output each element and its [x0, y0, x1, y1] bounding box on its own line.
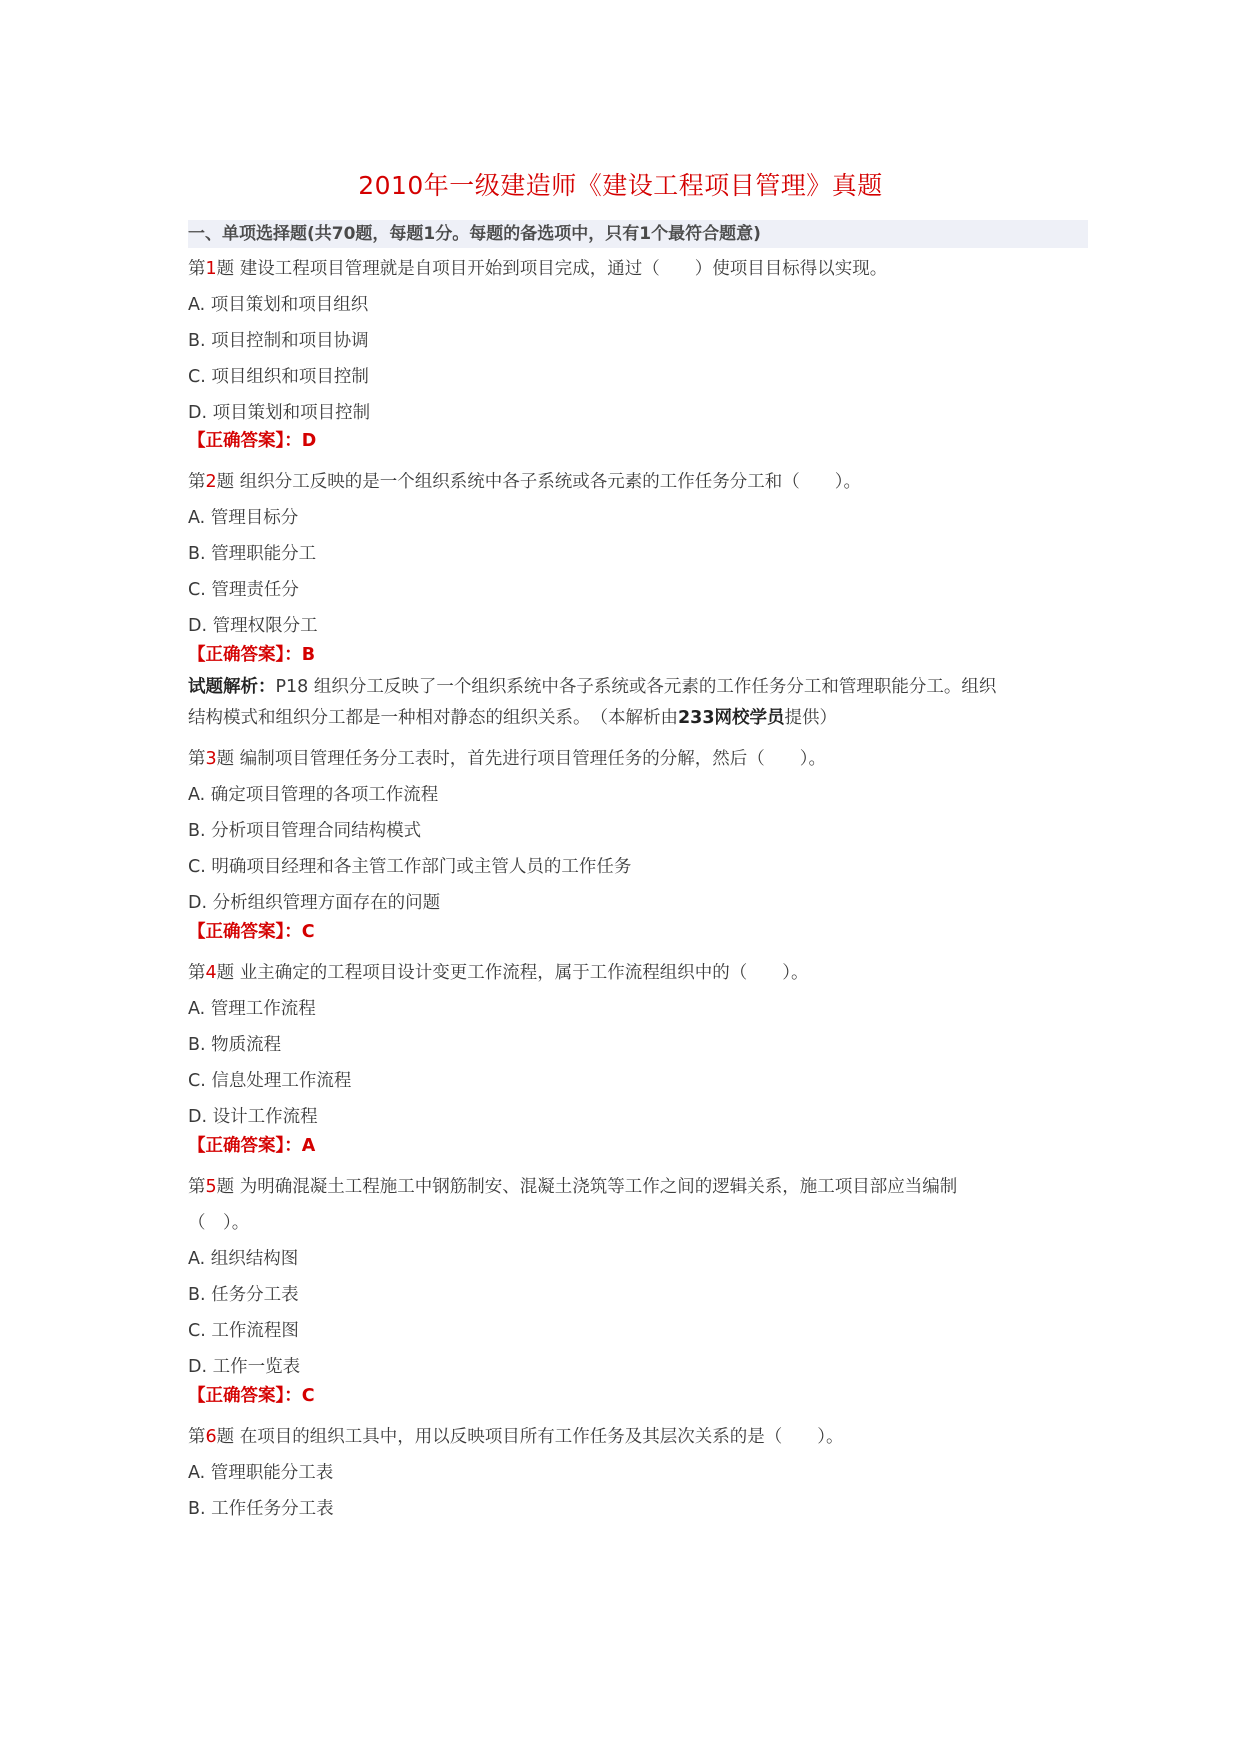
answer-label: 【正确答案】：: [188, 1136, 302, 1156]
question-5: [188, 1175, 957, 1199]
page-title: 2010年一级建造师《建设工程项目管理》真题: [358, 171, 883, 200]
answer-label: 【正确答案】：: [188, 645, 302, 665]
question-number: 4: [205, 963, 217, 983]
option-b: B. 管理职能分工: [188, 544, 317, 564]
question-number: 1: [205, 259, 217, 279]
question-2: [188, 470, 861, 494]
question-prefix: 第: [188, 1427, 206, 1447]
answer-value: A: [301, 1136, 316, 1156]
option-d: D. 工作一览表: [188, 1357, 301, 1377]
option-d: D. 分析组织管理方面存在的问题: [188, 893, 441, 913]
correct-answer: [188, 1384, 315, 1408]
question-4: [188, 961, 808, 985]
option-b: B. 工作任务分工表: [188, 1499, 334, 1519]
question-prefix: 第: [188, 749, 206, 769]
option-b: B. 物质流程: [188, 1035, 282, 1055]
answer-value: C: [301, 922, 315, 942]
answer-value: C: [301, 1386, 315, 1406]
question-suffix: 题: [216, 1427, 235, 1447]
analysis-source: 233网校学员: [678, 708, 785, 728]
question-number: 5: [205, 1177, 217, 1197]
answer-value: B: [301, 645, 316, 665]
option-a: A. 管理工作流程: [188, 999, 316, 1019]
option-c: C. 信息处理工作流程: [188, 1071, 352, 1091]
question-prefix: 第: [188, 963, 206, 983]
question-text: 组织分工反映的是一个组织系统中各子系统或各元素的工作任务分工和（ ）。: [239, 472, 861, 492]
question-text: 为明确混凝土工程施工中钢筋制安、混凝土浇筑等工作之间的逻辑关系，施工项目部应当编制: [239, 1177, 958, 1197]
correct-answer: [188, 643, 315, 667]
question-prefix: 第: [188, 259, 206, 279]
question-text: 编制项目管理任务分工表时，首先进行项目管理任务的分解，然后（ ）。: [239, 749, 826, 769]
question-prefix: 第: [188, 1177, 206, 1197]
question-3: [188, 747, 826, 771]
analysis-label: 试题解析：: [188, 677, 276, 697]
question-number: 3: [205, 749, 217, 769]
option-b: B. 项目控制和项目协调: [188, 331, 369, 351]
question-prefix: 第: [188, 472, 206, 492]
question-suffix: 题: [216, 963, 235, 983]
analysis-line-2: [188, 706, 837, 730]
section-heading: 一、单项选择题(共70题，每题1分。每题的备选项中，只有1个最符合题意): [188, 220, 1088, 248]
question-number: 6: [205, 1427, 217, 1447]
option-c: C. 项目组织和项目控制: [188, 367, 369, 387]
analysis-text: P18 组织分工反映了一个组织系统中各子系统或各元素的工作任务分工和管理职能分工。组织: [275, 677, 997, 697]
option-a: A. 项目策划和项目组织: [188, 295, 369, 315]
answer-value: D: [301, 431, 317, 451]
question-number: 2: [205, 472, 217, 492]
answer-label: 【正确答案】：: [188, 1386, 302, 1406]
question-suffix: 题: [216, 259, 235, 279]
option-b: B. 分析项目管理合同结构模式: [188, 821, 422, 841]
option-c: C. 明确项目经理和各主管工作部门或主管人员的工作任务: [188, 857, 632, 877]
question-suffix: 题: [216, 472, 235, 492]
option-a: A. 组织结构图: [188, 1249, 299, 1269]
option-d: D. 管理权限分工: [188, 616, 318, 636]
question-text-continued: （ ）。: [188, 1213, 250, 1233]
question-text: 在项目的组织工具中，用以反映项目所有工作任务及其层次关系的是（ ）。: [239, 1427, 844, 1447]
question-text: 建设工程项目管理就是自项目开始到项目完成，通过（ ）使项目目标得以实现。: [239, 259, 888, 279]
question-1: [188, 257, 887, 281]
correct-answer: [188, 1134, 315, 1158]
answer-label: 【正确答案】：: [188, 431, 302, 451]
correct-answer: [188, 429, 316, 453]
correct-answer: [188, 920, 315, 944]
option-b: B. 任务分工表: [188, 1285, 299, 1305]
option-c: C. 管理责任分: [188, 580, 299, 600]
option-d: D. 设计工作流程: [188, 1107, 318, 1127]
analysis-line-1: [188, 675, 996, 699]
question-suffix: 题: [216, 749, 235, 769]
option-a: A. 管理职能分工表: [188, 1463, 334, 1483]
question-text: 业主确定的工程项目设计变更工作流程，属于工作流程组织中的（ ）。: [239, 963, 809, 983]
answer-label: 【正确答案】：: [188, 922, 302, 942]
option-c: C. 工作流程图: [188, 1321, 299, 1341]
option-a: A. 管理目标分: [188, 508, 299, 528]
question-suffix: 题: [216, 1177, 235, 1197]
analysis-text-end: 提供）: [784, 708, 838, 728]
analysis-text: 结构模式和组织分工都是一种相对静态的组织关系。 （本解析由: [188, 708, 678, 728]
question-6: [188, 1425, 843, 1449]
option-d: D. 项目策划和项目控制: [188, 403, 371, 423]
option-a: A. 确定项目管理的各项工作流程: [188, 785, 439, 805]
